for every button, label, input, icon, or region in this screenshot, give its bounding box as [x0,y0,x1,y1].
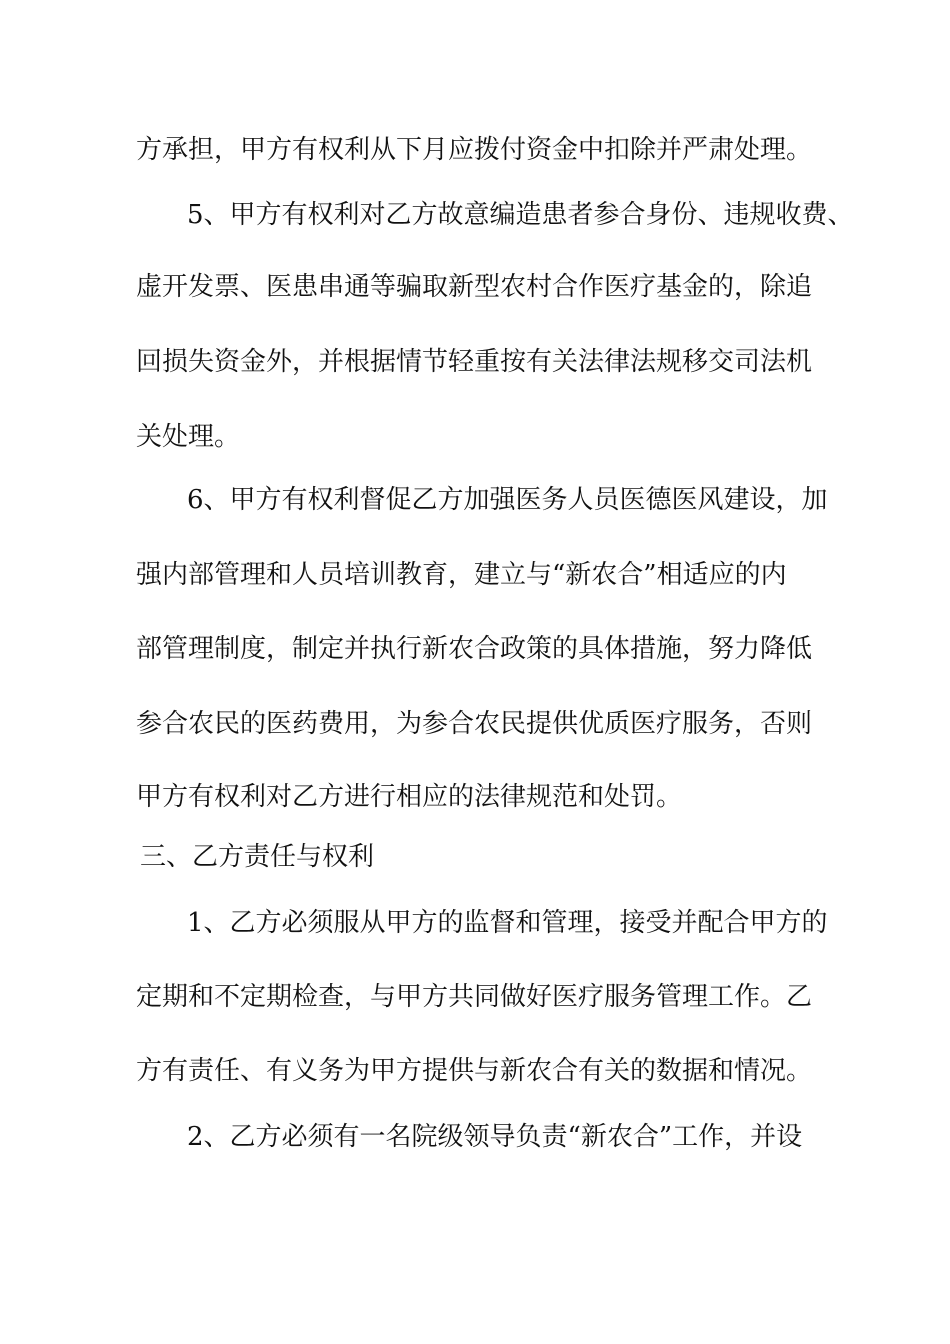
text-line: 1、乙方必须服从甲方的监督和管理，接受并配合甲方的 [187,908,828,938]
text-line: 5、甲方有权利对乙方故意编造患者参合身份、违规收费、 [187,200,854,230]
text-line: 甲方有权利对乙方进行相应的法律规范和处罚。 [136,782,683,812]
text-line: 参合农民的医药费用，为参合农民提供优质医疗服务，否则 [136,709,813,739]
text-line: 虚开发票、医患串通等骗取新型农村合作医疗基金的，除追 [136,272,813,302]
text-line: 6、甲方有权利督促乙方加强医务人员医德医风建设，加 [187,485,828,515]
section-heading: 三、乙方责任与权利 [140,842,375,872]
text-line: 部管理制度，制定并执行新农合政策的具体措施，努力降低 [136,634,813,664]
text-line: 方承担，甲方有权利从下月应拨付资金中扣除并严肃处理。 [136,135,813,165]
text-line: 方有责任、有义务为甲方提供与新农合有关的数据和情况。 [136,1056,813,1086]
text-line: 关处理。 [136,422,241,452]
text-line: 定期和不定期检查，与甲方共同做好医疗服务管理工作。乙 [136,982,813,1012]
text-line: 2、乙方必须有一名院级领导负责“新农合”工作，并设 [187,1122,803,1152]
text-line: 强内部管理和人员培训教育，建立与“新农合”相适应的内 [136,560,787,590]
text-line: 回损失资金外，并根据情节轻重按有关法律法规移交司法机 [136,347,813,377]
